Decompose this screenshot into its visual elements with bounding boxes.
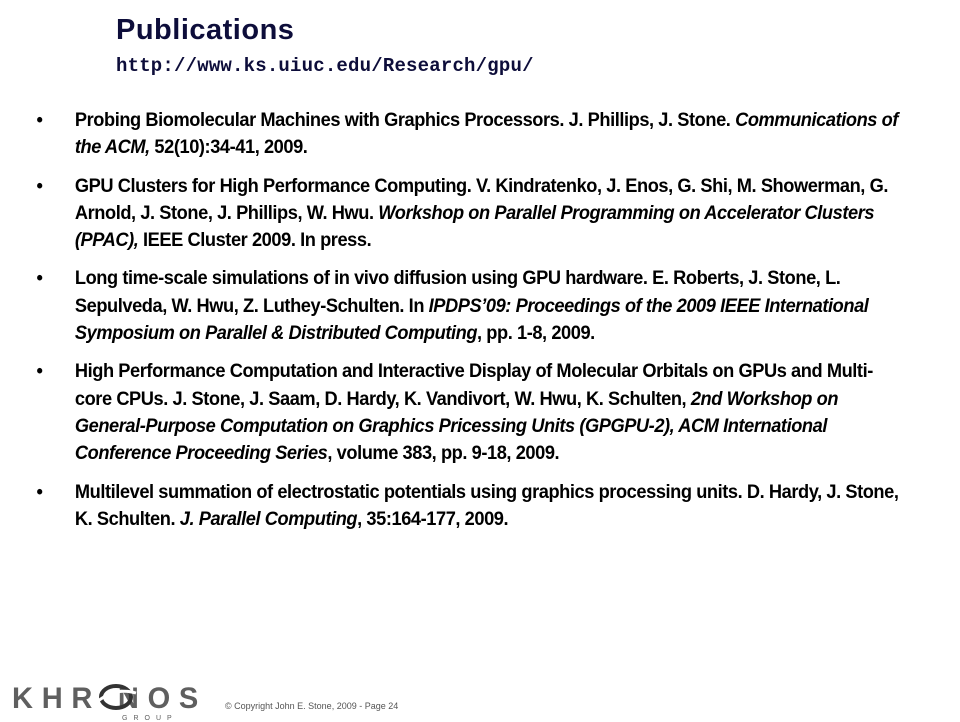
publication-venue: J. Parallel Computing — [179, 508, 358, 530]
logo-group-label: GROUP — [122, 715, 178, 722]
research-url: http://www.ks.uiuc.edu/Research/gpu/ — [116, 55, 534, 77]
publication-text: GPU Clusters for High Performance Computing. V. Kindratenko, J. Enos, G. Shi, M. Showerman, G. Arnold, J. Stone, J. Phillips, W. Hwu. — [74, 175, 888, 224]
publication-text: Multilevel summation of electrostatic potentials using graphics processing units. D. Hardy, J. Stone, K. Schulten. — [74, 481, 899, 530]
khronos-logo — [10, 682, 220, 722]
bullet: • — [36, 268, 43, 290]
publication-item — [0, 358, 922, 467]
publication-details: , 35:164-177, 2009. — [357, 508, 509, 530]
publication-details: 52(10):34-41, 2009. — [149, 137, 308, 159]
publication-text: Probing Biomolecular Machines with Graphics Processors. J. Phillips, J. Stone. — [74, 110, 736, 131]
bullet: • — [36, 110, 43, 131]
publication-list — [0, 107, 960, 544]
publication-text: High Performance Computation and Interactive Display of Molecular Orbitals on GPUs and Multi-core CPUs. J. Stone, J. Saam, D. Hardy, K. Vandivort, W. Hwu, K. Schulten, — [74, 361, 873, 410]
khronos-logo-icon — [10, 682, 220, 722]
slide-title: Publications — [116, 14, 295, 46]
logo-wordmark: KHR NOS — [12, 682, 207, 715]
copyright-notice: © Copyright John E. Stone, 2009 - Page 24 — [225, 701, 399, 711]
publication-item — [0, 173, 922, 255]
publication-item — [0, 265, 922, 347]
publication-details: , pp. 1-8, 2009. — [477, 323, 595, 345]
publication-details: IEEE Cluster 2009. In press. — [138, 230, 372, 252]
publication-venue: IPDPS’09: Proceedings of the 2009 IEEE International Symposium on Parallel & Distributed Computing — [74, 295, 869, 345]
publication-venue: Communications of the ACM, — [74, 110, 898, 159]
bullet: • — [36, 361, 43, 383]
bullet: • — [36, 481, 43, 503]
slide-footer — [0, 668, 960, 720]
publication-text: Long time-scale simulations of in vivo diffusion using GPU hardware. E. Roberts, J. Stone, L. Sepulveda, W. Hwu, Z. Luthey-Schulten. In — [74, 268, 841, 317]
bullet: • — [36, 175, 43, 197]
publication-item — [0, 479, 922, 534]
publication-venue: 2nd Workshop on General-Purpose Computation on Graphics Pricessing Units (GPGPU-2), ACM International Conference Proceeding Series — [74, 388, 839, 465]
publication-venue: Workshop on Parallel Programming on Accelerator Clusters (PPAC), — [74, 202, 875, 252]
publication-details: , volume 383, pp. 9-18, 2009. — [327, 443, 560, 465]
publication-item — [0, 107, 922, 162]
